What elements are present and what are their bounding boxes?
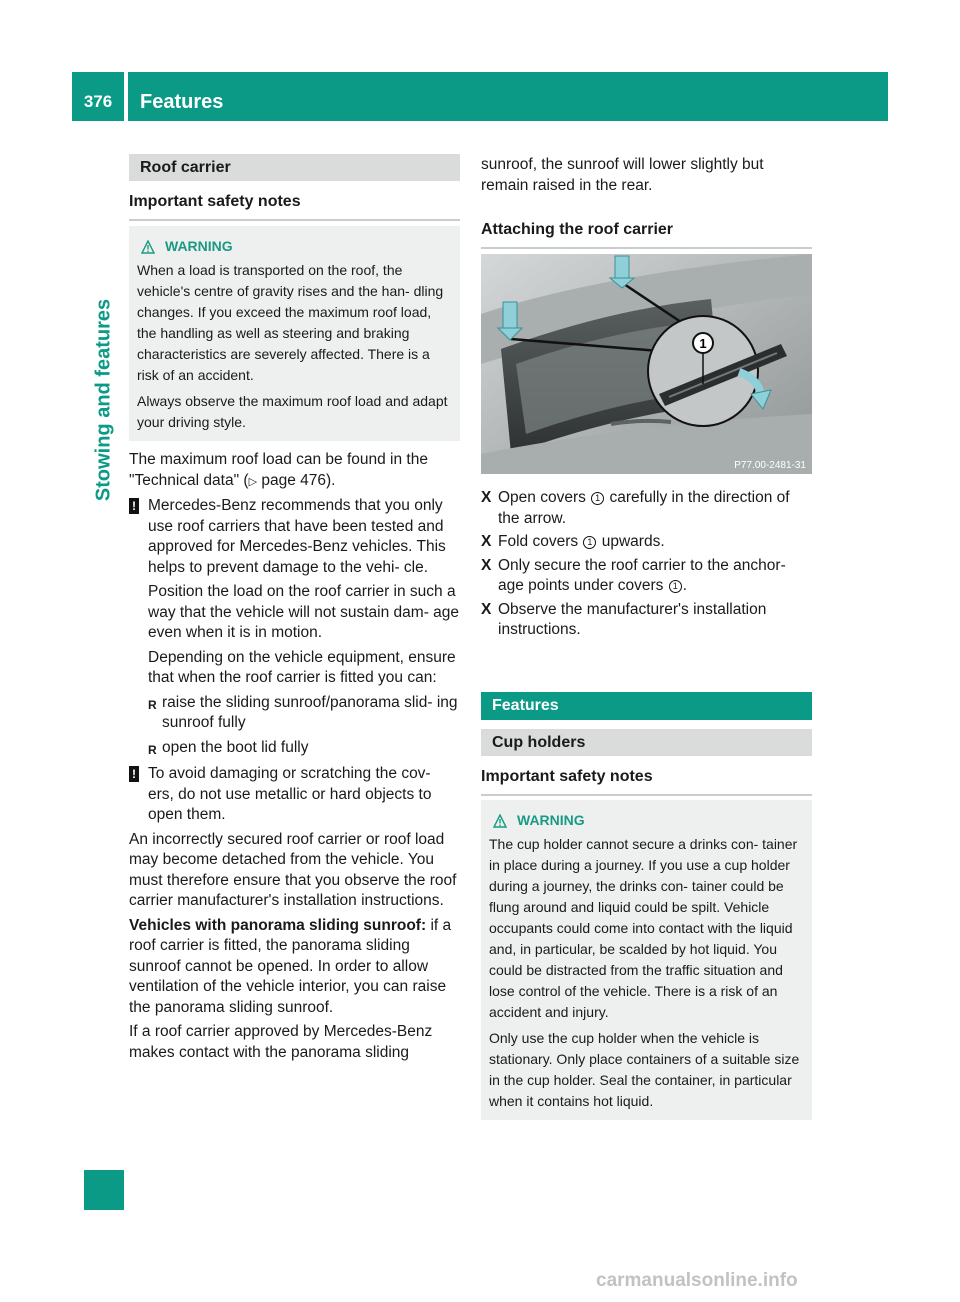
steps-list [481, 488, 812, 644]
bullet-icon: R [148, 697, 157, 712]
figure-callout-number: 1 [699, 336, 707, 351]
list-item: R open the boot lid fully [148, 738, 460, 761]
warning-icon [493, 814, 507, 828]
note-block [129, 496, 460, 764]
warning-text: When a load is transported on the roof, the vehicle's centre of gravity rises and the han- dling changes. If you exceed the maximum roof load, the handling as well as steering and braking characteristics are severely affected. There is a risk of an accident. [137, 262, 444, 383]
paragraph-instructions: An incorrectly secured roof carrier or roof load may become detached from the vehicle. You must therefore ensure that you observe the roof carrier manufacturer's installation instructions. [129, 830, 457, 909]
roof-carrier-figure [481, 254, 812, 474]
step-icon: X [481, 533, 492, 550]
note-text: Depending on the vehicle equipment, ensure that when the roof carrier is fitted you can: [148, 648, 456, 686]
page-number: 376 [83, 92, 113, 111]
paragraph-continued: sunroof, the sunroof will lower slightly but remain raised in the rear. [481, 156, 764, 194]
list-item: X Fold covers 1 upwards. [481, 532, 812, 553]
subheading-attaching: Attaching the roof carrier [481, 220, 812, 249]
note-text: Mercedes-Benz recommends that you only use roof carriers that have been tested and approved for Mercedes-Benz vehicles. This helps to prevent damage to the vehi- cle. [148, 497, 446, 576]
page-ref-arrow-icon: ▷ [248, 475, 258, 488]
warning-title: WARNING [137, 236, 452, 257]
list-item: X Open covers 1 carefully in the direction of the arrow. [481, 488, 812, 529]
list-item: X Only secure the roof carrier to the anchor- age points under covers 1 . [481, 556, 812, 597]
side-thumb-tab [84, 1170, 124, 1210]
note-exclamation-icon: ! [129, 766, 139, 782]
header-divider [124, 72, 128, 121]
paragraph-panorama: Vehicles with panorama sliding sunroof: if a roof carrier is fitted, the panorama sliding sunroof cannot be opened. In order to allow ventilation of the vehicle interior, you can raise the panorama sliding sunroof. [129, 916, 452, 1016]
section-title-features: Features [481, 692, 812, 720]
warning-title: WARNING [489, 810, 804, 831]
note-block [129, 764, 460, 830]
list-item: X Observe the manufacturer's installation instructions. [481, 600, 812, 641]
warning-icon [141, 240, 155, 254]
step-icon: X [481, 600, 492, 618]
side-section-title: Stowing and features [92, 298, 115, 502]
note-text: To avoid damaging or scratching the cov- ers, do not use metallic or hard objects to open them. [148, 765, 432, 823]
figure-label: P77.00-2481-31 [734, 460, 806, 471]
watermark: carmanualsonline.info [596, 1270, 798, 1291]
left-body [129, 450, 460, 1067]
section-title-roof-carrier: Roof carrier [129, 154, 460, 181]
list-item: R raise the sliding sunroof/panorama slid- ing sunroof fully [148, 693, 460, 734]
step-icon: X [481, 489, 492, 506]
step-icon: X [481, 556, 492, 574]
page-title: Features [140, 91, 224, 113]
paragraph-technical-data: The maximum roof load can be found in the "Technical data" (▷ page 476). [129, 451, 428, 489]
warning-box [481, 800, 812, 1120]
section-title-cup-holders: Cup holders [481, 729, 812, 756]
car-roof-illustration [481, 254, 812, 474]
warning-text: Only use the cup holder when the vehicle is stationary. Only place containers of a suitable size in the cup holder. Seal the container, in particular when it contains hot liquid. [489, 1030, 800, 1109]
warning-text: The cup holder cannot secure a drinks con- tainer in place during a journey. If you use a cup holder during a journey, the drinks con- tainer could be flung around and liquid could be spilt. Vehicle occupants could come into contact with the liquid and, in particular, be scalded by hot liquid. You could be distracted from the traffic situation and lose control of the vehicle. There is a risk of an accident and injury. [489, 836, 798, 1020]
paragraph-contact: If a roof carrier approved by Mercedes-Benz makes contact with the panorama sliding [129, 1023, 433, 1061]
subheading-safety-notes: Important safety notes [129, 192, 460, 221]
callout-1-icon: 1 [669, 580, 682, 593]
callout-1-icon: 1 [583, 536, 596, 549]
warning-text: Always observe the maximum roof load and adapt your driving style. [137, 393, 448, 430]
callout-1-icon: 1 [591, 492, 604, 505]
subheading-safety-notes-2: Important safety notes [481, 767, 812, 796]
warning-box [129, 226, 460, 441]
bullet-icon: R [148, 742, 157, 757]
note-exclamation-icon: ! [129, 498, 139, 514]
note-text: Position the load on the roof carrier in such a way that the vehicle will not sustain dam- age even when it is in motion. [148, 583, 460, 641]
page-reference-link[interactable]: page 476). [257, 471, 336, 489]
